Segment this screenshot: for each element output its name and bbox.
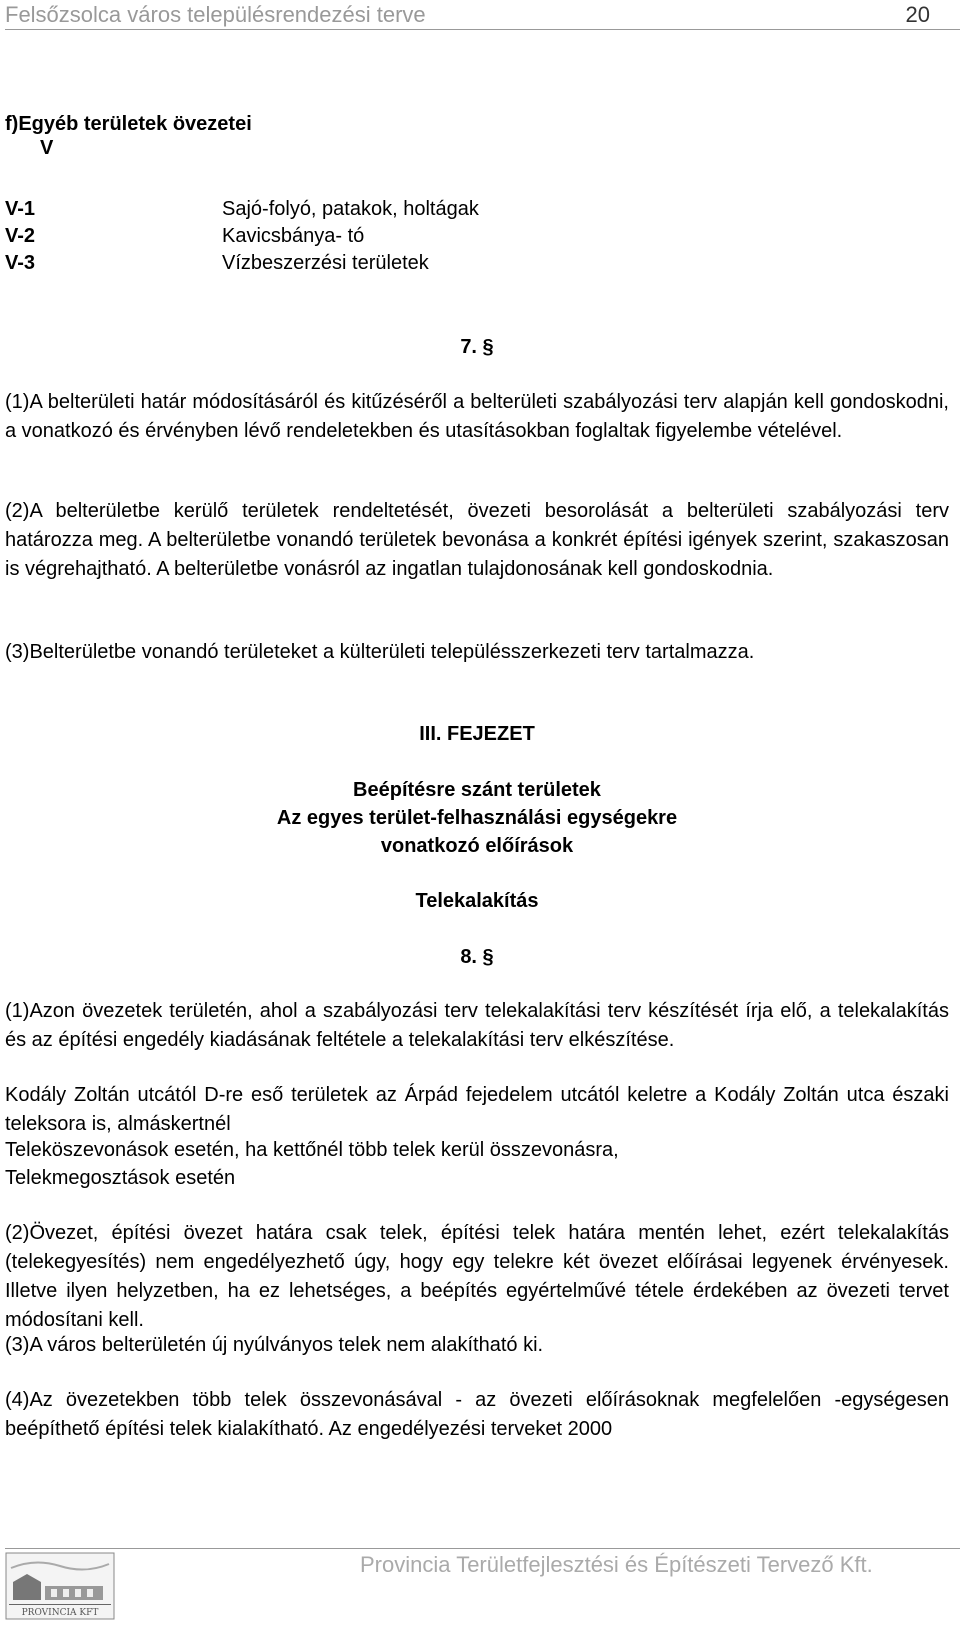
- page-number: 20: [905, 2, 930, 27]
- paragraph-8-2: (2)Övezet, építési övezet határa csak telek, építési telek határa mentén lehet, ezért telekalakítás (telekegyesítés) nem engedélyezhető úgy, hogy egy telekre két övezet előírásai legyenek érvényesek. Illetve ilyen helyzetben, ha ez lehetséges, a beépítés egyértelművé tétele érdekében az övezeti tervet módosítani kell.: [5, 1222, 949, 1331]
- zone-code: V-3: [5, 252, 36, 274]
- zone-name: Kavicsbánya- tó: [222, 225, 365, 247]
- document-title: Felsőzsolca város településrendezési terve: [5, 2, 426, 27]
- svg-text:PROVINCIA KFT: PROVINCIA KFT: [21, 1608, 99, 1618]
- company-logo: [5, 1552, 115, 1620]
- footer-company: Provincia Területfejlesztési és Építészeti Tervező Kft.: [360, 1552, 873, 1577]
- chapter-number: III. FEJEZET: [419, 723, 535, 745]
- chapter-subtitle: Telekalakítás: [415, 890, 539, 912]
- paragraph-8-heading: 8. §: [460, 946, 494, 968]
- section-f-code: V: [40, 137, 54, 159]
- chapter-title-line3: vonatkozó előírások: [380, 835, 574, 857]
- chapter-title-line2: Az egyes terület-felhasználási egységekre: [276, 807, 678, 829]
- page-header: [5, 0, 960, 26]
- paragraph-8-1: (1)Azon övezetek területén, ahol a szabályozási terv telekalakítási terv készítését írja elő, a telekalakítás és az építési engedély kiadásának feltétele a telekalakítási terv elkészítése.: [5, 1000, 949, 1051]
- paragraph-7-heading: 7. §: [460, 336, 494, 358]
- chapter-title-line1: Beépítésre szánt területek: [353, 779, 601, 801]
- header-divider: [5, 29, 960, 30]
- paragraph-7-1: (1)A belterületi határ módosításáról és kitűzéséről a belterületi szabályozási terv alapján kell gondoskodni, a vonatkozó és érvényben lévő rendeletekben és utasításokban foglaltak figyelembe vételével.: [5, 391, 949, 442]
- paragraph-8-1-merge: Teleköszevonások esetén, ha kettőnél több telek kerül összevonásra,: [5, 1139, 619, 1161]
- footer-divider: [5, 1548, 960, 1549]
- paragraph-8-1-area: Kodály Zoltán utcától D-re eső területek az Árpád fejedelem utcától keletre a Kodály Zoltán utca északi teleksora is, almáskertnél: [5, 1084, 949, 1135]
- paragraph-7-3: (3)Belterületbe vonandó területeket a külterületi településszerkezeti terv tartalmazza.: [5, 641, 755, 663]
- zone-name: Vízbeszerzési területek: [222, 252, 429, 274]
- zone-code: V-2: [5, 225, 36, 247]
- paragraph-8-1-split: Telekmegosztások esetén: [5, 1167, 236, 1189]
- paragraph-7-2: (2)A belterületbe kerülő területek rendeltetését, övezeti besorolását a belterületi szabályozási terv határozza meg. A belterületbe vonandó területek bevonása a konkrét építési igények szerint, szakaszosan is végrehajtható. A belterületbe vonásról az ingatlan tulajdonosának kell gondoskodnia.: [5, 500, 949, 580]
- zone-code: V-1: [5, 198, 36, 220]
- paragraph-8-3: (3)A város belterületén új nyúlványos telek nem alakítható ki.: [5, 1334, 544, 1356]
- section-f-title: f)Egyéb területek övezetei: [5, 113, 252, 135]
- paragraph-8-4: (4)Az övezetekben több telek összevonásával - az övezeti előírásoknak megfelelően -egységesen beépíthető építési telek kialakítható. Az engedélyezési terveket 2000: [5, 1389, 949, 1440]
- zone-name: Sajó-folyó, patakok, holtágak: [222, 198, 479, 220]
